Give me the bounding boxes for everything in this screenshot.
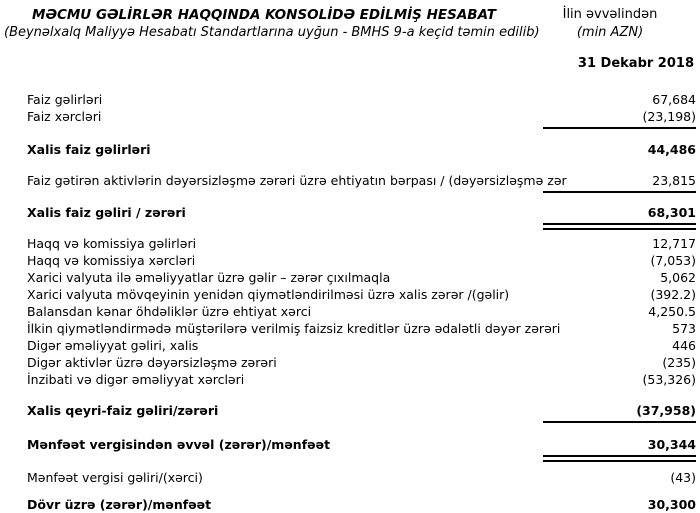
table-row	[27, 252, 696, 269]
table-row	[27, 269, 696, 286]
table-row	[27, 371, 696, 388]
double-rule	[543, 223, 696, 230]
table-row	[27, 436, 696, 453]
table-row	[27, 469, 696, 486]
table-row	[27, 91, 696, 108]
report-subtitle: (Beynəlxalq Maliyyə Hesabatı Standartlarına uyğun - BMHS 9-a keçid təmin edilib)	[4, 25, 540, 40]
table-section	[27, 172, 696, 193]
row-label: Balansdan kənar öhdəliklər üzrə ehtiyat xərci	[27, 304, 312, 319]
table-row	[27, 402, 696, 419]
single-rule	[543, 421, 696, 423]
row-value: 12,717	[652, 236, 696, 251]
table-row	[27, 320, 696, 337]
table-row	[27, 303, 696, 320]
row-label: Xalis faiz gəlirləri	[27, 142, 151, 157]
unit-note: (min AZN)	[576, 25, 644, 40]
row-label: Xarici valyuta mövqeyinin yenidən qiymətləndirilməsi üzrə xalis zərər /(gəlir)	[27, 287, 510, 302]
row-value: 23,815	[652, 173, 696, 188]
table-section	[27, 402, 696, 423]
row-value: 4,250.5	[648, 304, 696, 319]
table-row	[27, 172, 696, 189]
report-header-right	[524, 6, 696, 42]
row-label: Mənfəət vergisi gəliri/(xərci)	[27, 470, 203, 485]
row-value: 30,300	[647, 497, 696, 512]
row-value: (392.2)	[650, 287, 696, 302]
row-label: Dövr üzrə (zərər)/mənfəət	[27, 497, 212, 512]
row-value: (37,958)	[636, 403, 696, 418]
table-section	[27, 91, 696, 129]
row-label: Haqq və komissiya gəlirləri	[27, 236, 197, 251]
row-label: Digər aktivlər üzrə dəyərsizləşmə zərəri	[27, 355, 277, 370]
row-label: Faiz xərcləri	[27, 109, 102, 124]
column-header-date: 31 Dekabr 2018	[577, 56, 694, 71]
report-header	[0, 6, 696, 42]
row-label: Mənfəət vergisindən əvvəl (zərər)/mənfəət	[27, 437, 331, 452]
row-value: 446	[672, 338, 696, 353]
row-label: Xalis qeyri-faiz gəliri/zərəri	[27, 403, 219, 418]
table-row	[27, 235, 696, 252]
table-row	[27, 286, 696, 303]
row-value: (43)	[670, 470, 696, 485]
row-value: 68,301	[647, 205, 696, 220]
row-value: (7,053)	[650, 253, 696, 268]
statement-table	[0, 91, 696, 513]
table-row	[27, 496, 696, 513]
row-label: Xalis faiz gəliri / zərəri	[27, 205, 186, 220]
single-rule	[543, 127, 696, 129]
double-rule	[543, 455, 696, 462]
table-section	[27, 436, 696, 462]
row-label: Xarici valyuta ilə əməliyyatlar üzrə gəlir – zərər çıxılmaqla	[27, 270, 391, 285]
period-note: İlin əvvəlindən	[562, 7, 658, 22]
row-value: 67,684	[652, 92, 696, 107]
row-label: Haqq və komissiya xərcləri	[27, 253, 196, 268]
table-row	[27, 354, 696, 371]
table-row	[27, 141, 696, 158]
row-label: İnzibati və digər əməliyyat xərcləri	[27, 372, 245, 387]
row-value: 573	[672, 321, 696, 336]
table-section	[27, 141, 696, 158]
row-value: (23,198)	[642, 109, 696, 124]
table-row	[27, 337, 696, 354]
table-section	[27, 469, 696, 486]
table-section	[27, 204, 696, 230]
row-value: 44,486	[647, 142, 696, 157]
row-label: Digər əməliyyat gəliri, xalis	[27, 338, 199, 353]
row-value: 5,062	[660, 270, 696, 285]
row-value: 30,344	[647, 437, 696, 452]
row-value: (235)	[662, 355, 696, 370]
row-label: Faiz gətirən aktivlərin dəyərsizləşmə zərəri üzrə ehtiyatın bərpası / (dəyərsizləşmə zər	[27, 173, 567, 188]
row-label: İlkin qiymətləndirmədə müştərilərə verilmiş faizsiz kreditlər üzrə ədalətli dəyər zərəri	[27, 321, 561, 336]
table-section	[27, 235, 696, 388]
report-header-left	[0, 6, 540, 42]
report-title: MƏCMU GƏLİRLƏR HAQQINDA KONSOLİDƏ EDİLMİŞ HESABAT	[32, 7, 496, 23]
single-rule	[543, 191, 696, 193]
table-row	[27, 204, 696, 221]
row-label: Faiz gəlirləri	[27, 92, 103, 107]
row-value: (53,326)	[642, 372, 696, 387]
table-row	[27, 108, 696, 125]
table-section	[27, 496, 696, 513]
